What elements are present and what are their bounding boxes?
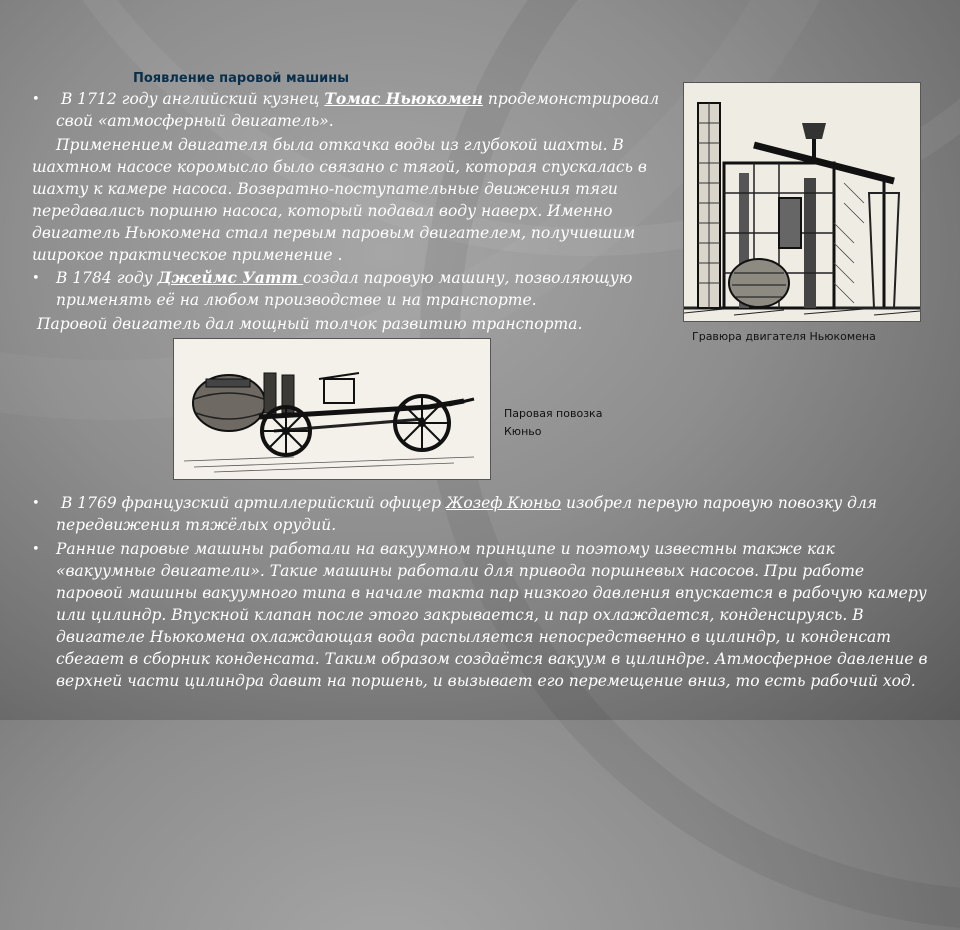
vacuum-paragraph [56, 538, 946, 692]
newcomen-engine-engraving [683, 82, 921, 322]
cugnot-caption-line2: Кюньо [504, 425, 542, 438]
vacuum-line: верхней части цилиндра давит на поршень, и вызывает его перемещение вниз, то есть рабочий ход. [56, 672, 916, 690]
newcomen-link[interactable]: Томас Ньюкомен [324, 89, 483, 108]
newcomen-intro [56, 88, 666, 132]
cugnot-caption-line1: Паровая повозка [504, 407, 603, 420]
intro-post: продемонстрировал [482, 90, 660, 108]
bullet-icon: • [32, 496, 40, 511]
impulse-text: Паровой двигатель дал мощный толчок развитию транспорта. [37, 315, 583, 333]
watt-item [56, 267, 666, 311]
pump-line: двигатель Ньюкомена стал первым паровым двигателем, получившим [32, 224, 636, 242]
cugnot-caption [504, 405, 602, 441]
vacuum-line: сбегает в сборник конденсата. Таким образом создаётся вакуум в цилиндре. Атмосферное давление в [56, 650, 928, 668]
watt-pre: В 1784 году [56, 269, 158, 287]
watt-link[interactable]: Джеймс Уатт [157, 268, 304, 287]
cugnot-line2: передвижения тяжёлых орудий. [56, 516, 337, 534]
watt-post: создал паровую машину, позволяющую [303, 269, 633, 287]
cugnot-pre: В 1769 французский артиллерийский офицер [60, 494, 446, 512]
intro-pre: В 1712 году английский кузнец [60, 90, 325, 108]
vacuum-line: двигателе Ньюкомена охлаждающая вода распыляется непосредственно в цилиндр, и конденсат [56, 628, 891, 646]
pump-line: передавались поршню насоса, который подавал воду наверх. Именно [32, 202, 613, 220]
vacuum-line: паровой машины вакуумного типа в начале такта пар низкого давления впускается в рабочую камеру [56, 584, 927, 602]
bullet-icon: • [32, 271, 40, 286]
pump-line: шахту к камере насоса. Возвратно-поступательные движения тяги [32, 180, 618, 198]
pump-line: широкое практическое применение . [32, 246, 343, 264]
pump-line: шахтном насосе коромысло было связано с тягой, которая спускалась в [32, 158, 647, 176]
bullet-icon: • [32, 542, 40, 557]
vacuum-line: Ранние паровые машины работали на вакуумном принципе и поэтому известны также как [56, 540, 835, 558]
cugnot-item [56, 492, 936, 536]
pump-paragraph [32, 134, 672, 266]
watt-line2: применять её на любом производстве и на транспорте. [56, 291, 537, 309]
slide-title: Появление паровой машины [133, 71, 349, 86]
vacuum-line: или цилиндр. Впускной клапан после этого закрывается, и пар охлаждается, конденсируясь. В [56, 606, 864, 624]
bullet-icon: • [32, 92, 40, 107]
pump-line: Применением двигателя была откачка воды из глубокой шахты. В [56, 136, 624, 154]
cugnot-post: изобрел первую паровую повозку для [561, 494, 878, 512]
vacuum-line: «вакуумные двигатели». Такие машины работали для привода поршневых насосов. При работе [56, 562, 865, 580]
cugnot-link[interactable]: Жозеф Кюньо [445, 494, 562, 512]
cugnot-steam-wagon-engraving [173, 338, 491, 480]
newcomen-caption: Гравюра двигателя Ньюкомена [692, 330, 876, 343]
intro-line2: свой «атмосферный двигатель». [56, 112, 334, 130]
